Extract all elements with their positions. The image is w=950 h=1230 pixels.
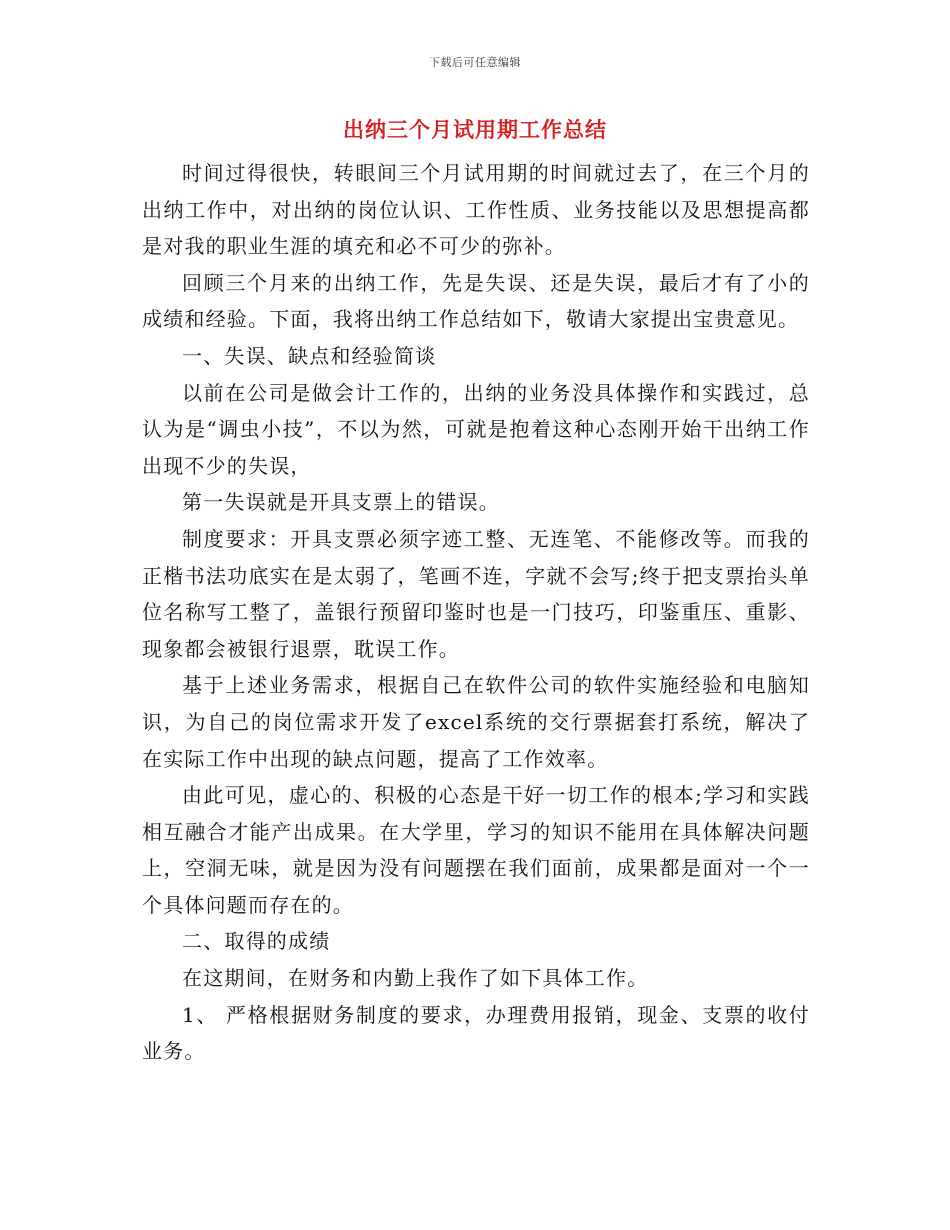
header-note: 下载后可任意编辑 <box>429 56 521 69</box>
section-heading-1: 一、失误、缺点和经验简谈 <box>182 343 437 368</box>
list-item-1: 1、 严格根据财务制度的要求，办理费用报销，现金、支票的收付业务。 <box>142 1002 810 1064</box>
document-body <box>142 155 810 1070</box>
paragraph-6: 基于上述业务需求，根据自己在软件公司的软件实施经验和电脑知识，为自己的岗位需求开发了excel系统的交行票据套打系统，解决了在实际工作中出现的缺点问题，提高了工作效率。 <box>142 673 810 771</box>
paragraph-1: 时间过得很快，转眼间三个月试用期的时间就过去了，在三个月的出纳工作中，对出纳的岗位认识、工作性质、业务技能以及思想提高都是对我的职业生涯的填充和必不可少的弥补。 <box>142 161 810 259</box>
paragraph-4: 第一失误就是开具支票上的错误。 <box>182 490 500 515</box>
section-heading-2: 二、取得的成绩 <box>182 929 331 954</box>
paragraph-7: 由此可见，虚心的、积极的心态是干好一切工作的根本;学习和实践相互融合才能产出成果。在大学里，学习的知识不能用在具体解决问题上，空洞无味，就是因为没有问题摆在我们面前，成果都是面对一个一个具体问题而存在的。 <box>142 783 810 917</box>
document-title: 出纳三个月试用期工作总结 <box>343 118 607 142</box>
paragraph-3: 以前在公司是做会计工作的，出纳的业务没具体操作和实践过，总认为是“调虫小技”，不以为然，可就是抱着这种心态刚开始干出纳工作出现不少的失误， <box>142 380 810 478</box>
paragraph-2: 回顾三个月来的出纳工作，先是失误、还是失误，最后才有了小的成绩和经验。下面，我将出纳工作总结如下，敬请大家提出宝贵意见。 <box>142 270 810 332</box>
paragraph-8: 在这期间，在财务和内勤上我作了如下具体工作。 <box>182 966 649 991</box>
paragraph-5: 制度要求：开具支票必须字迹工整、无连笔、不能修改等。而我的正楷书法功底实在是太弱了，笔画不连，字就不会写;终于把支票抬头单位名称写工整了，盖银行预留印鉴时也是一门技巧，印鉴重压、重影、现象都会被银行退票，耽误工作。 <box>142 526 810 661</box>
